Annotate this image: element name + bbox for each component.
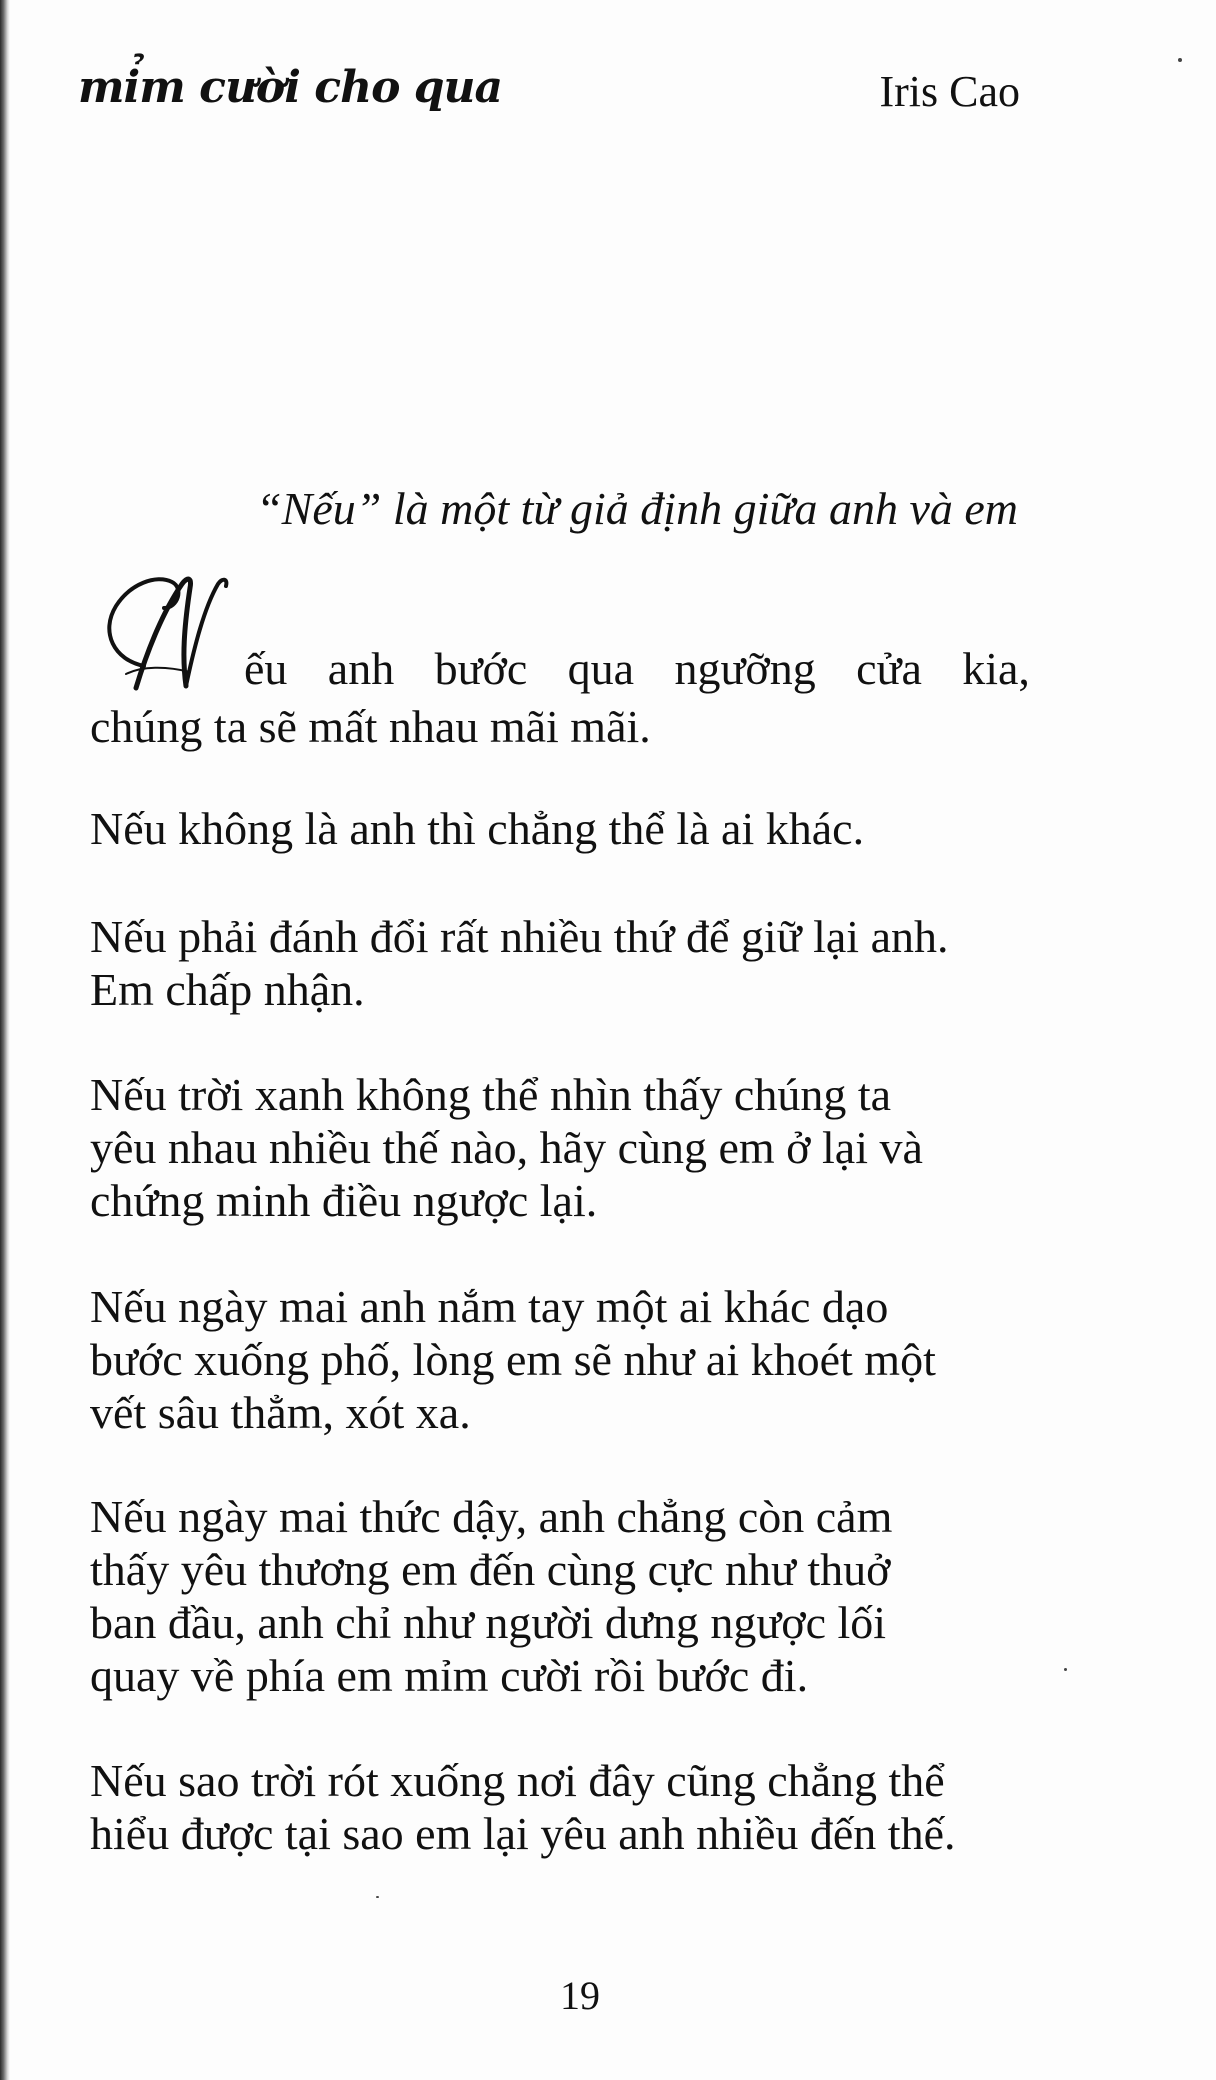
running-header-title: mỉm cười cho qua xyxy=(78,62,503,113)
first-paragraph-first-line xyxy=(244,642,1030,695)
text-line: quay về phía em mỉm cười rồi bước đi. xyxy=(90,1650,809,1701)
running-header-author: Iris Cao xyxy=(879,67,1020,116)
text-line: Nếu trời xanh không thể nhìn thấy chúng ta xyxy=(90,1069,892,1120)
text-line: yêu nhau nhiều thế nào, hãy cùng em ở lại và xyxy=(90,1122,923,1173)
text-line: Nếu phải đánh đổi rất nhiều thứ để giữ lại anh. xyxy=(90,911,949,962)
page-number: 19 xyxy=(560,1973,600,2018)
word: qua xyxy=(567,643,635,694)
text-line: Nếu ngày mai anh nắm tay một ai khác dạo xyxy=(90,1281,889,1332)
paragraph-1-continuation xyxy=(90,700,1030,753)
text-line: hiểu được tại sao em lại yêu anh nhiều đến thế. xyxy=(90,1808,956,1859)
scan-speck xyxy=(1064,1668,1067,1671)
word: kia, xyxy=(962,643,1030,694)
text-line: Em chấp nhận. xyxy=(90,964,365,1015)
word: cửa xyxy=(856,643,922,694)
page-binding-edge xyxy=(0,0,10,2080)
paragraph-5 xyxy=(90,1280,1030,1439)
word: ếu xyxy=(244,643,288,694)
text-line: Nếu ngày mai thức dậy, anh chẳng còn cảm xyxy=(90,1491,893,1542)
text-line: chứng minh điều ngược lại. xyxy=(90,1175,598,1226)
chapter-epigraph: “Nếu” là một từ giả định giữa anh và em xyxy=(256,483,1018,534)
drop-cap-n xyxy=(86,548,236,698)
paragraph-2 xyxy=(90,802,1030,855)
text-line: chúng ta sẽ mất nhau mãi mãi. xyxy=(90,701,651,752)
paragraph-6 xyxy=(90,1490,1030,1702)
word: bước xyxy=(434,643,528,694)
scan-speck xyxy=(376,1896,379,1898)
text-line: ban đầu, anh chỉ như người dưng ngược lối xyxy=(90,1597,887,1648)
word: anh xyxy=(327,643,395,694)
text-line: Nếu sao trời rót xuống nơi đây cũng chẳng thể xyxy=(90,1755,945,1806)
text-line: bước xuống phố, lòng em sẽ như ai khoét một xyxy=(90,1334,936,1385)
paragraph-4 xyxy=(90,1068,1030,1227)
word: ngưỡng xyxy=(674,643,816,694)
scan-speck xyxy=(1178,58,1182,62)
text-line: vết sâu thẳm, xót xa. xyxy=(90,1387,471,1438)
paragraph-3 xyxy=(90,910,1030,1016)
paragraph-7 xyxy=(90,1754,1030,1860)
text-line: Nếu không là anh thì chẳng thể là ai khác. xyxy=(90,803,865,854)
text-line: thấy yêu thương em đến cùng cực như thuở xyxy=(90,1544,891,1595)
